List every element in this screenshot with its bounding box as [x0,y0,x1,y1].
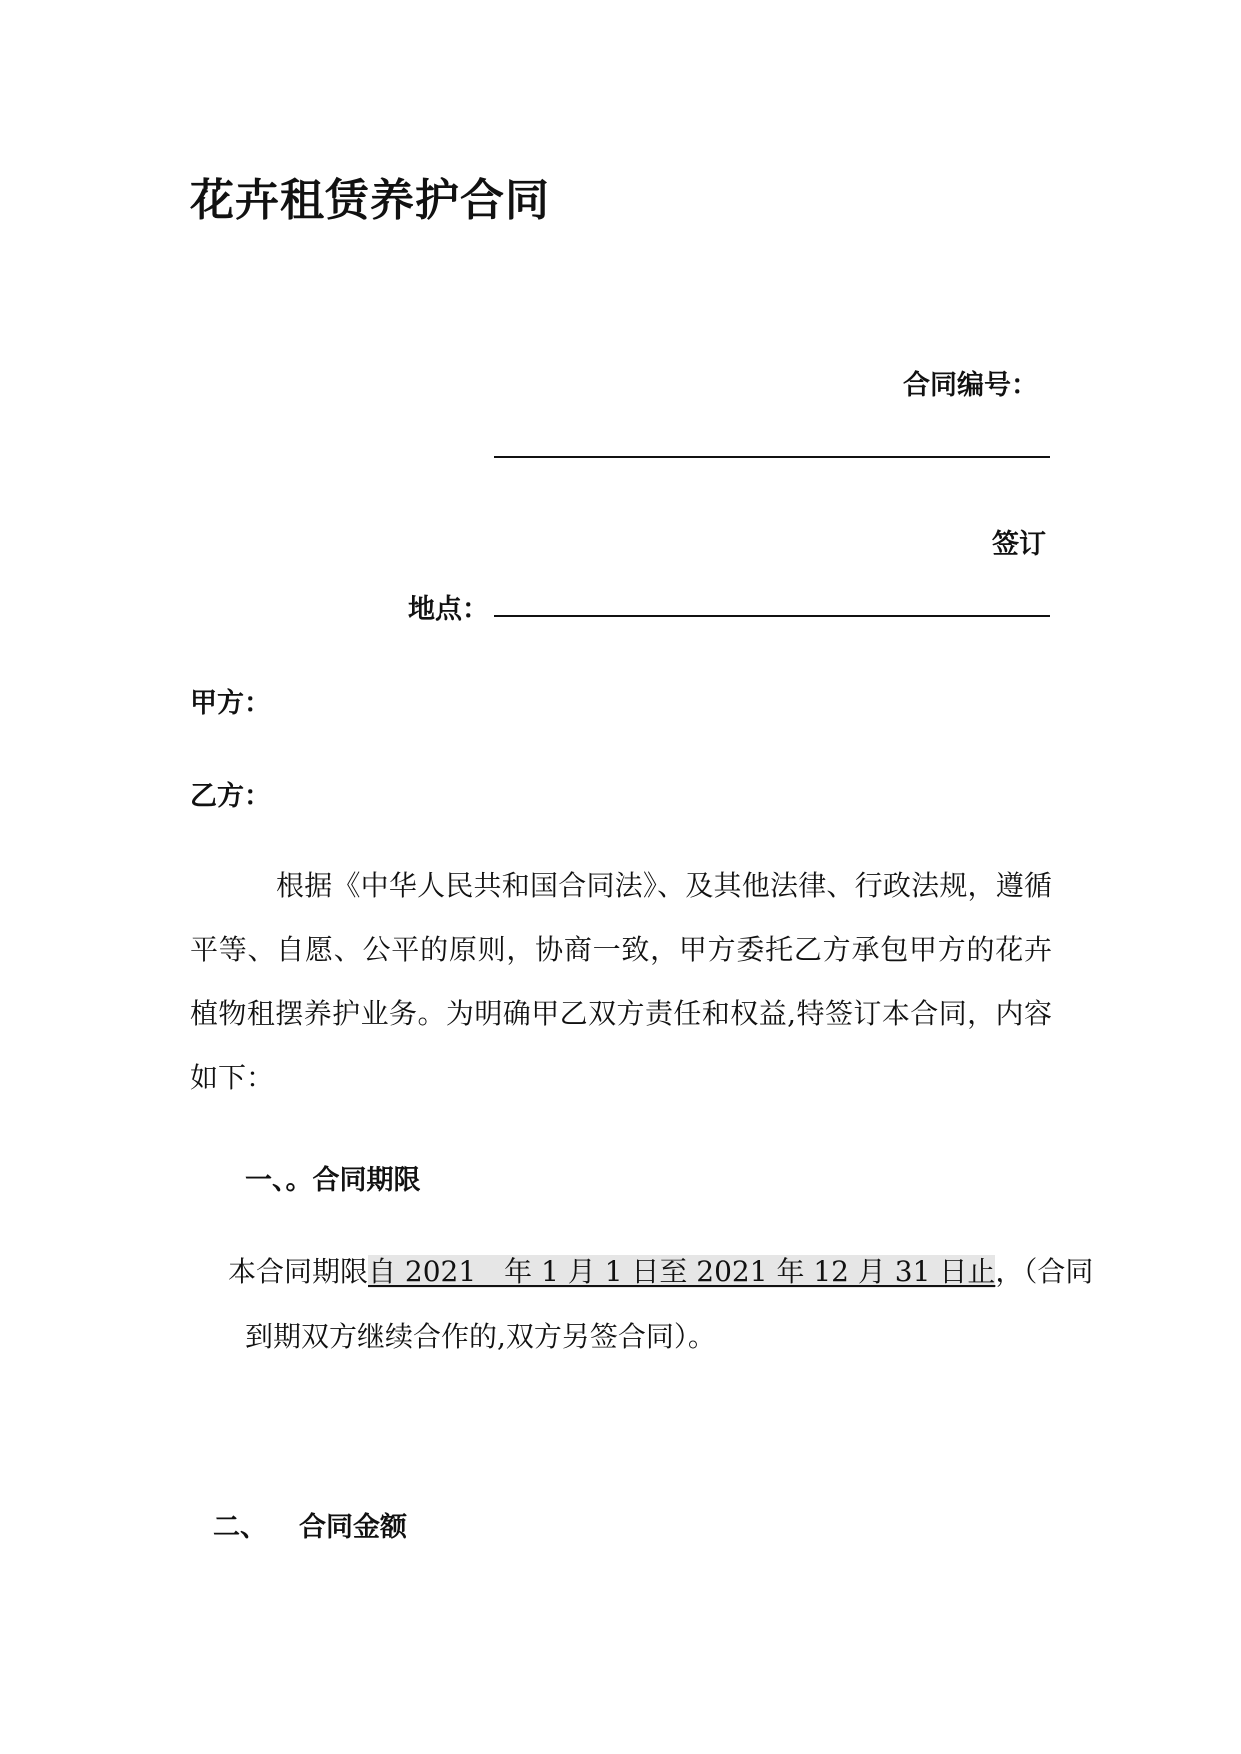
contract-number-label: 合同编号： [903,370,1038,401]
sign-location-label-line1: 签订 [992,529,1046,560]
term-suffix: ，（合同 [995,1255,1094,1288]
intro-paragraph: 根据《中华人民共和国合同法》、及其他法律、行政法规，遵循平等、自愿、公平的原则，协商一致，甲方委托乙方承包甲方的花卉植物租摆养护业务。为明确甲乙双方责任和权益,特签订本合同，内容如下： [190,869,1052,1094]
contract-number-blank-line [494,456,1050,458]
section1-heading: 一、。合同期限 [245,1165,421,1196]
section2-heading: 合同金额 [299,1512,407,1543]
sign-location-blank-line [494,615,1050,617]
sign-location-label-line2: 地点： [408,594,489,625]
party-a-label: 甲方： [190,688,271,719]
section2-heading-number: 二、 [213,1512,267,1543]
page-title: 花卉租赁养护合同 [190,175,550,226]
term-period-highlight: 自 2021 年 1 月 1 日至 2021 年 12 月 31 日止 [368,1255,996,1288]
section1-term-line1 [228,1250,1093,1290]
party-b-label: 乙方： [190,781,271,812]
section1-term-line2: 到期双方继续合作的,双方另签合同）。 [245,1320,716,1353]
term-prefix: 本合同期限 [228,1255,369,1288]
